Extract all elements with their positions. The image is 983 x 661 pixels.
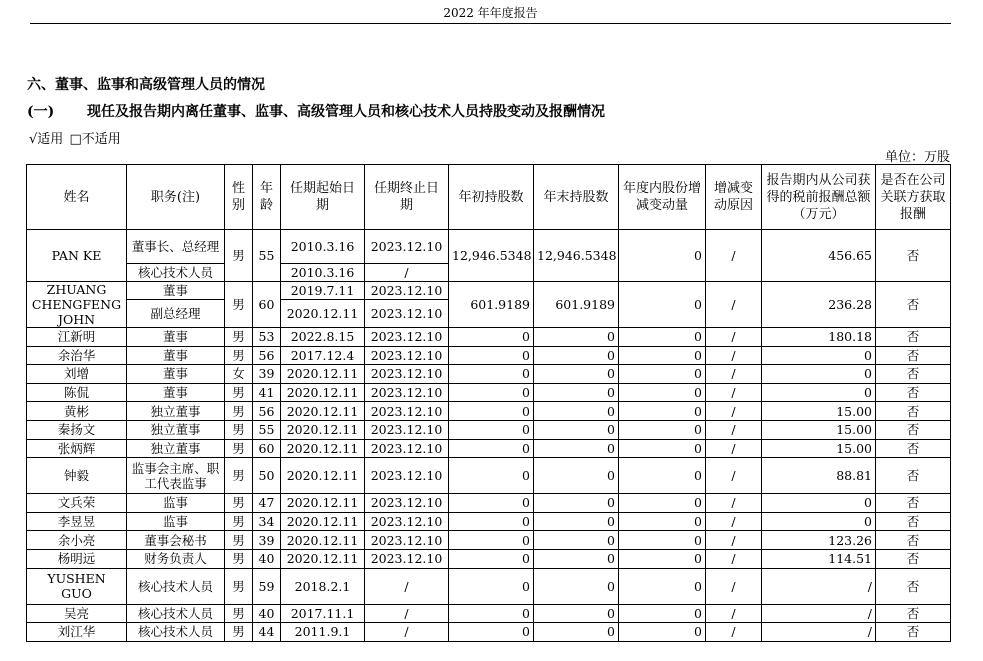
cell-end: 2023.12.10 [365, 494, 449, 513]
cell-age: 60 [253, 282, 281, 328]
cell-change-reason: / [706, 346, 762, 365]
table-row [27, 402, 951, 421]
cell-pay: 0 [762, 346, 876, 365]
cell-end: 2023.12.10 [365, 300, 449, 328]
cell-shares-begin: 0 [449, 402, 534, 421]
cell-shares-end: 0 [534, 623, 619, 642]
cell-name: 张炳辉 [27, 439, 127, 458]
cell-age: 47 [253, 494, 281, 513]
cell-shares-change: 0 [619, 328, 706, 347]
cell-pay: / [762, 568, 876, 604]
cell-change-reason: / [706, 549, 762, 568]
applicable-checkbox[interactable]: √适用 [29, 132, 64, 147]
table-row [27, 623, 951, 642]
cell-shares-change: 0 [619, 420, 706, 439]
cell-gender: 男 [225, 549, 253, 568]
cell-start: 2011.9.1 [281, 623, 365, 642]
cell-shares-change: 0 [619, 230, 706, 282]
cell-shares-end: 0 [534, 494, 619, 513]
cell-name: 黄彬 [27, 402, 127, 421]
cell-pay: / [762, 623, 876, 642]
table-row [27, 420, 951, 439]
cell-shares-change: 0 [619, 512, 706, 531]
cell-position: 董事 [127, 365, 225, 384]
cell-shares-begin: 0 [449, 531, 534, 550]
table-row [27, 346, 951, 365]
cell-position: 监事 [127, 512, 225, 531]
col-header-related-pay: 是否在公司关联方获取报酬 [876, 165, 951, 230]
cell-pay: 180.18 [762, 328, 876, 347]
cell-name: 余小亮 [27, 531, 127, 550]
cell-gender: 男 [225, 282, 253, 328]
cell-change-reason: / [706, 604, 762, 623]
cell-end: 2023.12.10 [365, 383, 449, 402]
cell-related-pay: 否 [876, 383, 951, 402]
cell-position: 董事长、总经理 [127, 230, 225, 264]
col-header-pay: 报告期内从公司获得的税前报酬总额（万元） [762, 165, 876, 230]
cell-position: 独立董事 [127, 439, 225, 458]
cell-pay: 15.00 [762, 402, 876, 421]
cell-related-pay: 否 [876, 568, 951, 604]
cell-shares-begin: 12,946.5348 [449, 230, 534, 282]
cell-name: 文兵荣 [27, 494, 127, 513]
cell-start: 2018.2.1 [281, 568, 365, 604]
cell-position: 董事 [127, 328, 225, 347]
cell-shares-change: 0 [619, 494, 706, 513]
cell-name: ZHUANG CHENGFENG JOHN [27, 282, 127, 328]
table-row [27, 549, 951, 568]
col-header-shares-end: 年末持股数 [534, 165, 619, 230]
cell-start: 2019.7.11 [281, 282, 365, 300]
cell-pay: 15.00 [762, 439, 876, 458]
cell-shares-begin: 0 [449, 458, 534, 494]
cell-age: 39 [253, 365, 281, 384]
table-row [27, 439, 951, 458]
cell-end: / [365, 568, 449, 604]
cell-name: 刘江华 [27, 623, 127, 642]
cell-shares-end: 0 [534, 512, 619, 531]
shareholding-compensation-table [26, 164, 951, 642]
table-header-row [27, 165, 951, 230]
cell-shares-begin: 0 [449, 623, 534, 642]
cell-related-pay: 否 [876, 604, 951, 623]
cell-change-reason: / [706, 568, 762, 604]
col-header-end: 任期终止日期 [365, 165, 449, 230]
cell-end: 2023.12.10 [365, 531, 449, 550]
cell-age: 34 [253, 512, 281, 531]
cell-name: 钟毅 [27, 458, 127, 494]
cell-position: 核心技术人员 [127, 264, 225, 282]
cell-age: 50 [253, 458, 281, 494]
table-row [27, 531, 951, 550]
cell-age: 39 [253, 531, 281, 550]
cell-change-reason: / [706, 458, 762, 494]
cell-pay: 236.28 [762, 282, 876, 328]
table-row [27, 604, 951, 623]
cell-shares-change: 0 [619, 439, 706, 458]
cell-gender: 男 [225, 568, 253, 604]
cell-shares-begin: 601.9189 [449, 282, 534, 328]
cell-position: 核心技术人员 [127, 623, 225, 642]
cell-pay: / [762, 604, 876, 623]
cell-shares-change: 0 [619, 458, 706, 494]
col-header-position: 职务(注) [127, 165, 225, 230]
cell-age: 41 [253, 383, 281, 402]
cell-end: 2023.12.10 [365, 230, 449, 264]
cell-end: / [365, 264, 449, 282]
cell-shares-begin: 0 [449, 568, 534, 604]
cell-shares-change: 0 [619, 549, 706, 568]
cell-age: 40 [253, 604, 281, 623]
cell-start: 2020.12.11 [281, 383, 365, 402]
cell-start: 2020.12.11 [281, 549, 365, 568]
cell-shares-begin: 0 [449, 383, 534, 402]
cell-change-reason: / [706, 230, 762, 282]
table-row [27, 494, 951, 513]
cell-name: 刘增 [27, 365, 127, 384]
cell-position: 董事 [127, 282, 225, 300]
col-header-start: 任期起始日期 [281, 165, 365, 230]
cell-change-reason: / [706, 383, 762, 402]
cell-name: 余治华 [27, 346, 127, 365]
cell-gender: 男 [225, 383, 253, 402]
cell-pay: 123.26 [762, 531, 876, 550]
cell-related-pay: 否 [876, 531, 951, 550]
cell-related-pay: 否 [876, 494, 951, 513]
cell-gender: 男 [225, 531, 253, 550]
cell-pay: 114.51 [762, 549, 876, 568]
cell-pay: 456.65 [762, 230, 876, 282]
cell-shares-begin: 0 [449, 439, 534, 458]
cell-age: 56 [253, 402, 281, 421]
cell-change-reason: / [706, 365, 762, 384]
cell-position: 核心技术人员 [127, 604, 225, 623]
cell-shares-end: 0 [534, 439, 619, 458]
subsection-title: 现任及报告期内离任董事、监事、高级管理人员和核心技术人员持股变动及报酬情况 [87, 104, 605, 120]
cell-related-pay: 否 [876, 549, 951, 568]
cell-age: 44 [253, 623, 281, 642]
cell-gender: 男 [225, 623, 253, 642]
col-header-name: 姓名 [27, 165, 127, 230]
cell-end: 2023.12.10 [365, 420, 449, 439]
cell-change-reason: / [706, 531, 762, 550]
cell-related-pay: 否 [876, 439, 951, 458]
cell-position: 独立董事 [127, 420, 225, 439]
cell-shares-change: 0 [619, 402, 706, 421]
cell-shares-change: 0 [619, 531, 706, 550]
cell-end: / [365, 623, 449, 642]
cell-start: 2020.12.11 [281, 365, 365, 384]
cell-start: 2017.12.4 [281, 346, 365, 365]
cell-position: 监事 [127, 494, 225, 513]
cell-gender: 男 [225, 402, 253, 421]
col-header-shares-begin: 年初持股数 [449, 165, 534, 230]
table-row [27, 328, 951, 347]
table-row [27, 512, 951, 531]
cell-gender: 男 [225, 512, 253, 531]
cell-age: 55 [253, 420, 281, 439]
page-header: 2022 年年度报告 [30, 4, 951, 24]
cell-change-reason: / [706, 282, 762, 328]
col-header-shares-change: 年度内股份增减变动量 [619, 165, 706, 230]
cell-shares-end: 0 [534, 402, 619, 421]
col-header-change-reason: 增减变动原因 [706, 165, 762, 230]
col-header-age: 年龄 [253, 165, 281, 230]
cell-shares-end: 0 [534, 568, 619, 604]
cell-change-reason: / [706, 439, 762, 458]
cell-related-pay: 否 [876, 458, 951, 494]
subsection-number: (一) [27, 104, 55, 120]
cell-start: 2010.3.16 [281, 264, 365, 282]
cell-position: 财务负责人 [127, 549, 225, 568]
cell-shares-begin: 0 [449, 494, 534, 513]
cell-end: 2023.12.10 [365, 458, 449, 494]
cell-shares-end: 0 [534, 365, 619, 384]
cell-end: / [365, 604, 449, 623]
cell-shares-change: 0 [619, 568, 706, 604]
cell-start: 2020.12.11 [281, 458, 365, 494]
cell-name: 杨明远 [27, 549, 127, 568]
applicability-options [29, 128, 123, 147]
cell-age: 59 [253, 568, 281, 604]
cell-end: 2023.12.10 [365, 549, 449, 568]
subsection-heading [27, 101, 605, 121]
cell-name: 吴亮 [27, 604, 127, 623]
cell-gender: 女 [225, 365, 253, 384]
cell-change-reason: / [706, 402, 762, 421]
cell-end: 2023.12.10 [365, 328, 449, 347]
cell-shares-begin: 0 [449, 549, 534, 568]
cell-change-reason: / [706, 623, 762, 642]
cell-position: 副总经理 [127, 300, 225, 328]
cell-shares-end: 601.9189 [534, 282, 619, 328]
cell-age: 40 [253, 549, 281, 568]
cell-start: 2022.8.15 [281, 328, 365, 347]
cell-related-pay: 否 [876, 365, 951, 384]
cell-pay: 88.81 [762, 458, 876, 494]
cell-start: 2020.12.11 [281, 531, 365, 550]
cell-shares-end: 0 [534, 549, 619, 568]
cell-shares-end: 0 [534, 346, 619, 365]
cell-shares-end: 0 [534, 604, 619, 623]
cell-age: 55 [253, 230, 281, 282]
cell-gender: 男 [225, 346, 253, 365]
cell-end: 2023.12.10 [365, 439, 449, 458]
cell-gender: 男 [225, 328, 253, 347]
cell-shares-begin: 0 [449, 365, 534, 384]
cell-shares-change: 0 [619, 346, 706, 365]
cell-position: 监事会主席、职工代表监事 [127, 458, 225, 494]
cell-shares-begin: 0 [449, 328, 534, 347]
cell-change-reason: / [706, 420, 762, 439]
cell-end: 2023.12.10 [365, 512, 449, 531]
cell-shares-end: 0 [534, 420, 619, 439]
cell-gender: 男 [225, 420, 253, 439]
cell-pay: 0 [762, 494, 876, 513]
table-row [27, 365, 951, 384]
cell-name: 秦扬文 [27, 420, 127, 439]
cell-position: 董事 [127, 383, 225, 402]
cell-related-pay: 否 [876, 346, 951, 365]
cell-end: 2023.12.10 [365, 346, 449, 365]
cell-shares-end: 0 [534, 458, 619, 494]
cell-start: 2020.12.11 [281, 439, 365, 458]
col-header-gender: 性别 [225, 165, 253, 230]
cell-start: 2017.11.1 [281, 604, 365, 623]
cell-age: 60 [253, 439, 281, 458]
cell-shares-change: 0 [619, 365, 706, 384]
cell-gender: 男 [225, 494, 253, 513]
cell-name: PAN KE [27, 230, 127, 282]
cell-end: 2023.12.10 [365, 365, 449, 384]
cell-start: 2020.12.11 [281, 420, 365, 439]
cell-end: 2023.12.10 [365, 282, 449, 300]
cell-shares-end: 12,946.5348 [534, 230, 619, 282]
cell-gender: 男 [225, 230, 253, 282]
table-row [27, 282, 951, 300]
unit-label: 单位：万股 [884, 150, 950, 165]
cell-start: 2020.12.11 [281, 512, 365, 531]
cell-start: 2020.12.11 [281, 402, 365, 421]
cell-name: 江新明 [27, 328, 127, 347]
table-row [27, 230, 951, 264]
section-title: 六、董事、监事和高级管理人员的情况 [27, 77, 265, 93]
cell-shares-begin: 0 [449, 346, 534, 365]
cell-gender: 男 [225, 604, 253, 623]
cell-shares-change: 0 [619, 604, 706, 623]
cell-related-pay: 否 [876, 230, 951, 282]
cell-start: 2020.12.11 [281, 300, 365, 328]
cell-position: 核心技术人员 [127, 568, 225, 604]
cell-pay: 0 [762, 365, 876, 384]
cell-gender: 男 [225, 439, 253, 458]
cell-related-pay: 否 [876, 282, 951, 328]
cell-end: 2023.12.10 [365, 402, 449, 421]
cell-start: 2010.3.16 [281, 230, 365, 264]
cell-change-reason: / [706, 328, 762, 347]
cell-gender: 男 [225, 458, 253, 494]
cell-position: 董事会秘书 [127, 531, 225, 550]
table-row [27, 458, 951, 494]
cell-shares-begin: 0 [449, 604, 534, 623]
cell-name: 李昱昱 [27, 512, 127, 531]
cell-shares-change: 0 [619, 383, 706, 402]
table-row [27, 568, 951, 604]
cell-start: 2020.12.11 [281, 494, 365, 513]
table-row [27, 383, 951, 402]
cell-shares-end: 0 [534, 328, 619, 347]
cell-shares-begin: 0 [449, 420, 534, 439]
cell-related-pay: 否 [876, 512, 951, 531]
cell-related-pay: 否 [876, 420, 951, 439]
cell-shares-end: 0 [534, 383, 619, 402]
cell-pay: 0 [762, 512, 876, 531]
cell-age: 56 [253, 346, 281, 365]
cell-name: YUSHEN GUO [27, 568, 127, 604]
cell-position: 独立董事 [127, 402, 225, 421]
cell-shares-begin: 0 [449, 512, 534, 531]
cell-change-reason: / [706, 494, 762, 513]
cell-related-pay: 否 [876, 623, 951, 642]
cell-age: 53 [253, 328, 281, 347]
not-applicable-checkbox[interactable]: □不适用 [69, 132, 121, 147]
cell-position: 董事 [127, 346, 225, 365]
cell-shares-change: 0 [619, 623, 706, 642]
cell-change-reason: / [706, 512, 762, 531]
cell-shares-end: 0 [534, 531, 619, 550]
cell-pay: 0 [762, 383, 876, 402]
cell-pay: 15.00 [762, 420, 876, 439]
cell-related-pay: 否 [876, 328, 951, 347]
cell-shares-change: 0 [619, 282, 706, 328]
cell-related-pay: 否 [876, 402, 951, 421]
cell-name: 陈侃 [27, 383, 127, 402]
